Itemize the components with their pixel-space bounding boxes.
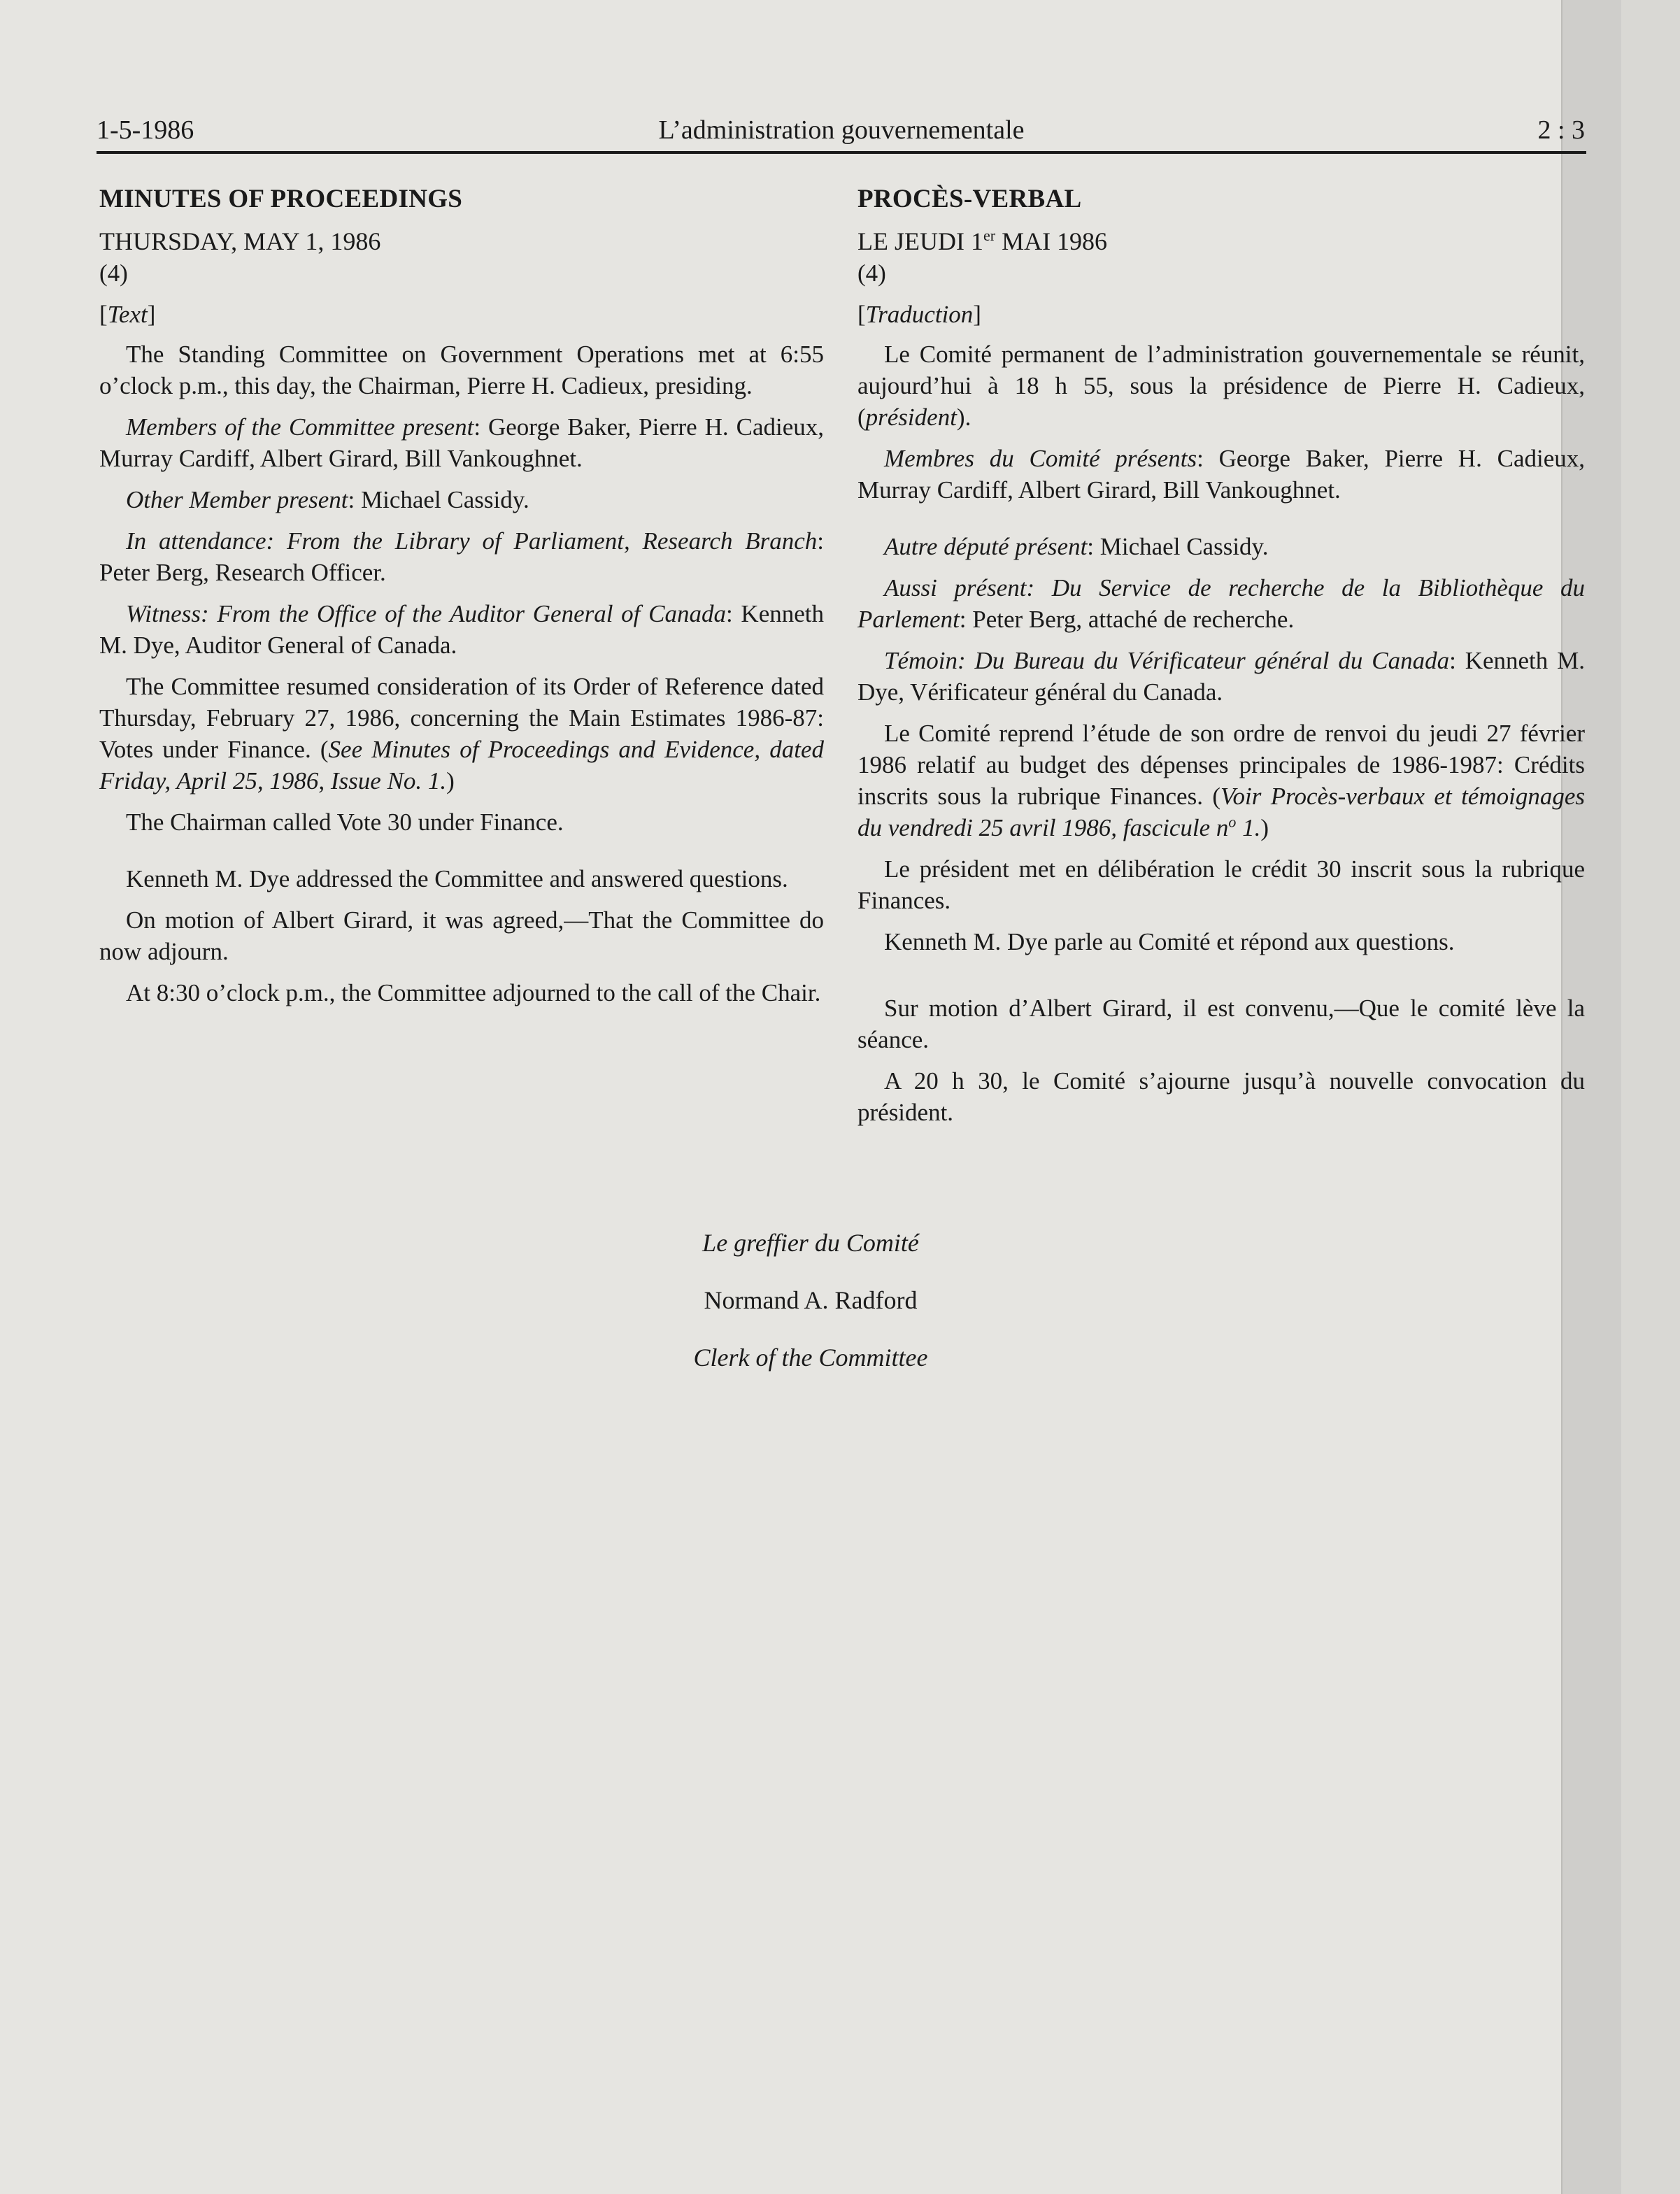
english-members-present: Members of the Committee present: George Baker, Pierre H. Cadieux, Murray Cardiff, Albert Girard, Bill Vankoughnet. [99,413,824,472]
english-witness: Witness: From the Office of the Auditor General of Canada: Kenneth M. Dye, Auditor General of Canada. [99,600,825,659]
header-date: 1-5-1986 [97,115,194,145]
french-other-member: Autre député présent: Michael Cassidy. [884,533,1269,560]
signature-greffier: Le greffier du Comité [702,1229,919,1257]
french-resume-paragraph: Le Comité reprend l’étude de son ordre de renvoi du jeudi 27 février 1986 relatif au budget des dépenses principales de 1986-1987: Crédits inscrits sous la rubrique Finances. (Voir Procès-verbaux et témoignages du vendredi 25 avril 1986, fascicule $n^o$ 1.) [857,720,1585,841]
english-resume-paragraph: The Committee resumed consideration of its Order of Reference dated Thursday, February 27, 1986, concerning the Main Estimates 1986-87: Votes under Finance. (See Minutes of Proceedings and Evidence, dated Friday, April 25, 1986, Issue No. 1.) [99,673,824,795]
french-meeting-number: (4) [857,259,886,287]
header-page-number: 2 : 3 [1537,115,1585,145]
header-title: L’administration gouvernementale [658,115,1025,145]
english-date: THURSDAY, MAY 1, 1986 [99,227,381,255]
english-column [99,183,824,1018]
french-motion-paragraph: Sur motion d’Albert Girard, il est convenu,—Que le comité lève la séance. [857,995,1585,1053]
english-meeting-number: (4) [99,259,128,287]
french-in-attendance: Aussi présent: Du Service de recherche de la Bibliothèque du Parlement: Peter Berg, attaché de recherche. [857,574,1585,633]
french-members-present: Membres du Comité présents: George Baker, Pierre H. Cadieux, Murray Cardiff, Albert Girard, Bill Vankoughnet. [857,445,1586,504]
english-dye-paragraph: Kenneth M. Dye addressed the Committee and answered questions. [126,865,788,892]
french-adjourn-paragraph: A 20 h 30, le Comité s’ajourne jusqu’à nouvelle convocation du président. [857,1067,1585,1126]
french-dye-paragraph: Kenneth M. Dye parle au Comité et répond aux questions. [884,928,1455,955]
english-adjourn-paragraph: At 8:30 o’clock p.m., the Committee adjourned to the call of the Chair. [126,979,821,1006]
english-vote-paragraph: The Chairman called Vote 30 under Finance. [126,808,564,836]
english-in-attendance: In attendance: From the Library of Parliament, Research Branch: Peter Berg, Research Officer. [99,527,824,586]
french-witness: Témoin: Du Bureau du Vérificateur général du Canada: Kenneth M. Dye, Vérificateur général du Canada. [857,647,1586,706]
french-heading: PROCÈS-VERBAL [857,185,1082,213]
signature-clerk: Clerk of the Committee [693,1344,928,1372]
english-opening-paragraph: The Standing Committee on Government Operations met at 6:55 o’clock p.m., this day, the Chairman, Pierre H. Cadieux, presiding. [99,341,824,399]
french-opening-paragraph: Le Comité permanent de l’administration gouvernementale se réunit, aujourd’hui à 18 h 55, sous la présidence de Pierre H. Cadieux, (président). [857,341,1585,431]
french-column [857,183,1585,1138]
english-motion-paragraph: On motion of Albert Girard, it was agreed,—That the Committee do now adjourn. [99,906,824,965]
french-translation-tag: [Traduction] [857,301,981,328]
english-other-member: Other Member present: Michael Cassidy. [126,486,529,513]
english-text-tag: [Text] [99,301,156,328]
french-vote-paragraph: Le président met en délibération le crédit 30 inscrit sous la rubrique Finances. [857,855,1585,914]
english-heading: MINUTES OF PROCEEDINGS [99,185,463,213]
signature-name: Normand A. Radford [704,1286,918,1314]
french-date: LE JEUDI 1er MAI 1986 [857,227,1108,255]
page-header [97,105,1586,154]
